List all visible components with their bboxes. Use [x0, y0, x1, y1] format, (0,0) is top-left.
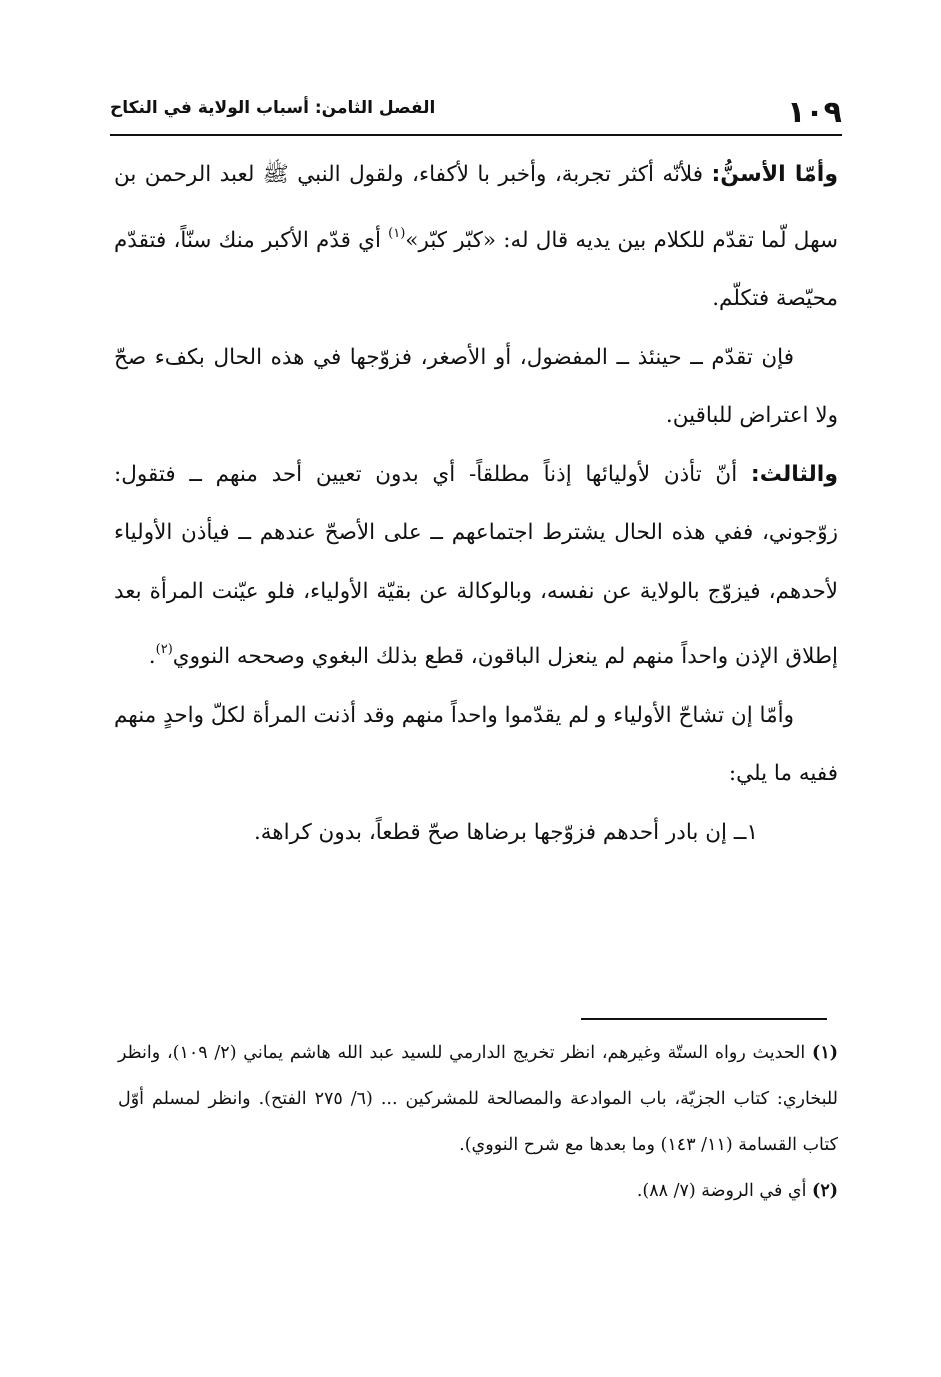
footnote-divider [581, 1018, 827, 1020]
footnotes [118, 1030, 838, 1214]
main-text [114, 146, 838, 862]
footnote-reference-2: (٢) [155, 642, 173, 657]
footnote-number: (٢) [812, 1181, 838, 1201]
footnote-1 [118, 1030, 838, 1168]
paragraph-precedence [114, 329, 838, 446]
list-item-1 [114, 804, 838, 863]
paragraph-text: أي قدّم الأكبر منك سنّاً، فتقدّم محيّصة فتكلّم. [114, 227, 838, 311]
paragraph-text: . [148, 644, 156, 669]
paragraph-text: أنّ تأذن لأوليائها إذناً مطلقاً- أي بدون تعيين أحد منهم ــ فتقول: زوّجوني، ففي هذه الحال يشترط اجتماعهم ــ على الأصحّ عندهم ــ فيأذن الأولياء لأحدهم، فيزوّج بالولاية عن نفسه، وبالوكالة عن بقيّة الأولياء، فلو عيّنت المرأة بعد إطلاق الإذن واحداً منهم لم ينعزل الباقون، قطع بذلك البغوي وصححه النووي [114, 461, 838, 669]
list-item-text: ١ــ إن بادر أحدهم فزوّجها برضاها صحّ قطعاً، بدون كراهة. [253, 819, 758, 845]
paragraph-dispute [114, 687, 838, 804]
page-number: ١٠٩ [787, 95, 842, 130]
footnote-reference-1: (١) [388, 225, 406, 241]
paragraph-text: فلأنّه أكثر تجربة، وأخبر با لأكفاء، ولقول النبي ﷺ لعبد الرحمن بن سهل لّما تقدّم للكلام بين يديه قال له: «كبّر كبّر» [114, 162, 838, 253]
paragraph-text: فإن تقدّم ــ حينئذ ــ المفضول، أو الأصغر، فزوّجها في هذه الحال بكفء صحّ ولا اعتراض للباقين. [114, 344, 838, 428]
footnote-number: (١) [812, 1043, 839, 1063]
footnote-text: الحديث رواه الستّة وغيرهم، انظر تخريج الدارمي للسيد عبد الله هاشم يماني (٢/ ١٠٩)، وانظر للبخاري: كتاب الجزيّة، باب الموادعة والمصالحة للمشركين ... (٦/ ٢٧٥ الفتح). وانظر لمسلم أوّل كتاب القسامة (١١/ ١٤٣) وما بعدها مع شرح النووي). [118, 1043, 838, 1155]
paragraph-third [114, 446, 838, 687]
footnote-text: أي في الروضة (٧/ ٨٨). [636, 1181, 813, 1201]
chapter-title: الفصل الثامن: أسباب الولاية في النكاح [110, 98, 436, 118]
footnote-2 [118, 1168, 838, 1214]
running-header [110, 92, 842, 132]
paragraph-text: وأمّا إن تشاحّ الأولياء و لم يقدّموا واحداً منهم وقد أذنت المرأة لكلّ واحدٍ منهم ففيه ما يلي: [114, 702, 838, 786]
paragraph-lead-third: والثالث: [750, 461, 838, 487]
header-divider [110, 134, 842, 136]
paragraph-eldest [114, 146, 838, 329]
paragraph-lead-eldest: وأمّا الأسنُّ: [711, 162, 838, 187]
